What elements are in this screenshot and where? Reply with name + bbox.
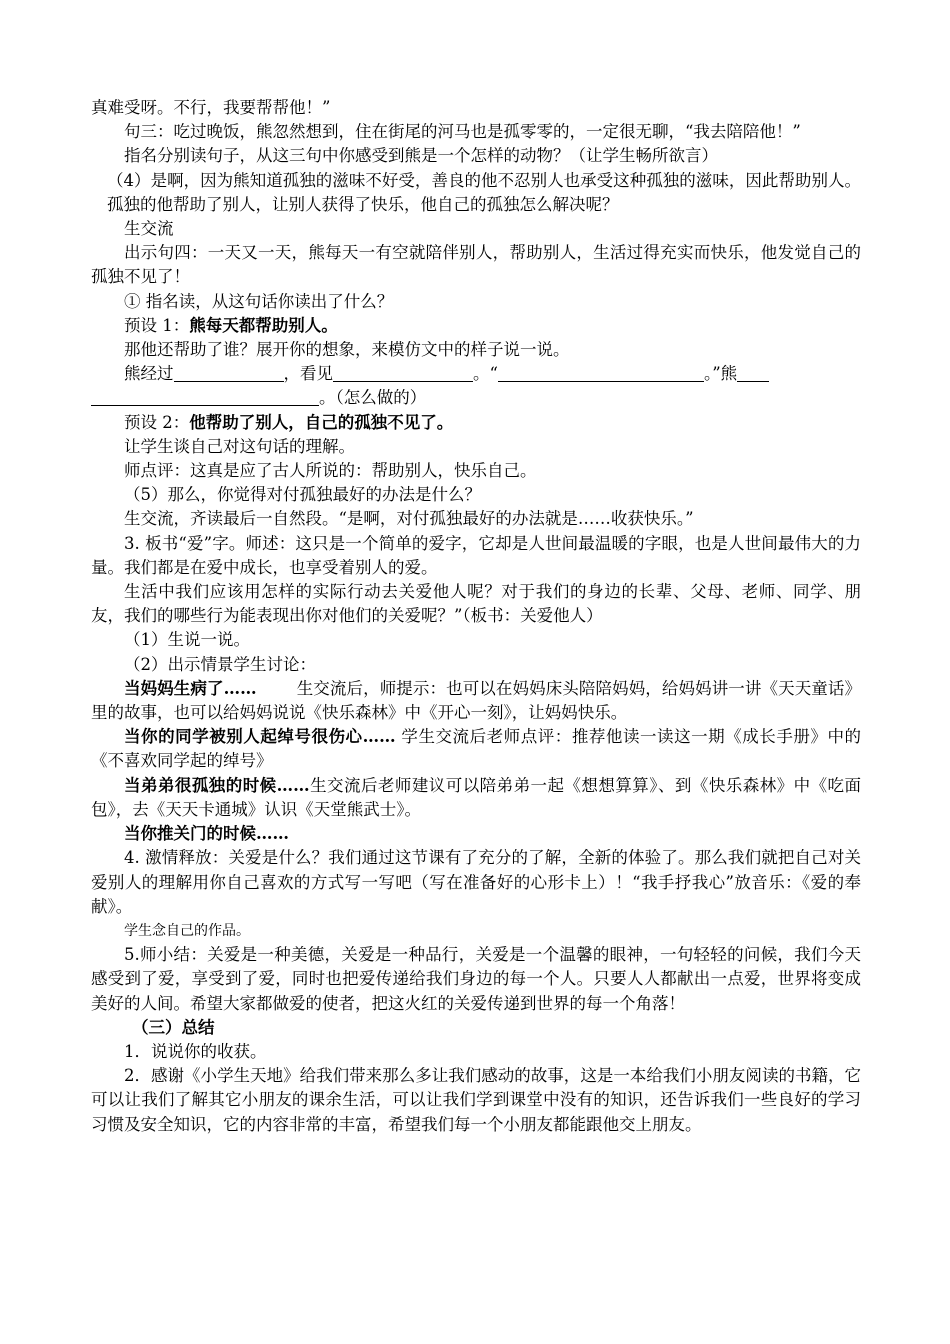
paragraph: 5.师小结：关爱是一种美德，关爱是一种品行，关爱是一个温馨的眼神，一句轻轻的问候，我们今天感受到了爱，享受到了爱，同时也把爱传递给我们身边的每一个人。只要人人都献出一点爱，世界将变成美好的人间。希望大家都做爱的使者，把这火红的关爱传递到世界的每一个角落！ <box>91 945 861 1013</box>
paragraph: 句三：吃过晚饭，熊忽然想到，住在街尾的河马也是孤零零的，一定很无聊，“我去陪陪他！” <box>124 122 801 142</box>
scenario-paragraph <box>91 774 861 822</box>
paragraph: 让学生谈自己对这句话的理解。 <box>124 436 355 456</box>
paragraph: 那他还帮助了谁？展开你的想象，来模仿文中的样子说一说。 <box>124 340 570 360</box>
paragraph <box>91 314 861 338</box>
paragraph: 学生念自己的作品。 <box>124 922 250 939</box>
bold-text: 熊每天都帮助别人。 <box>189 315 338 335</box>
paragraph: 1．说说你的收获。 <box>124 1041 267 1061</box>
scenario-title: 当你的同学被别人起绰号很伤心…… <box>124 727 396 747</box>
fill-blank-line <box>91 386 861 410</box>
text: 熊经过 <box>124 364 174 384</box>
section-heading: （三）总结 <box>132 1017 215 1037</box>
scenario-text: 学生交流后老师点评：推荐他读一读这一期《成长手册》中的《不喜欢同学起的绰号》 <box>91 727 862 771</box>
paragraph: 出示句四：一天又一天，熊每天一有空就陪伴别人，帮助别人，生活过得充实而快乐，他发觉自己的孤独不见了！ <box>91 243 861 287</box>
blank-field <box>737 363 769 382</box>
scenario-paragraph <box>91 677 861 725</box>
paragraph <box>91 411 861 435</box>
paragraph: 2．感谢《小学生天地》给我们带来那么多让我们感动的故事，这是一本给我们小朋友阅读的书籍，它可以让我们了解其它小朋友的课余生活，可以让我们学到课堂中没有的知识，还告诉我们一些良好的学习习惯及安全知识，它的内容非常的丰富，希望我们每一个小朋友都能跟他交上朋友。 <box>91 1066 861 1134</box>
text: ，看见 <box>283 364 333 384</box>
paragraph: ① 指名读，从这句话你读出了什么？ <box>124 291 394 311</box>
text: 。”熊 <box>703 364 738 384</box>
preset-label: 预设 1： <box>124 315 190 335</box>
paragraph: （5）那么，你觉得对付孤独最好的办法是什么？ <box>124 485 481 505</box>
paragraph: 生交流，齐读最后一自然段。“是啊，对付孤独最好的办法就是……收获快乐。” <box>124 509 694 529</box>
blank-field <box>174 363 284 382</box>
fill-blank-line <box>91 362 861 386</box>
bold-text: 他帮助了别人，自己的孤独不见了。 <box>189 412 454 432</box>
scenario-title: 当弟弟很孤独的时候…… <box>124 775 310 795</box>
document-page <box>91 96 861 1137</box>
paragraph: 指名分别读句子，从这三句中你感受到熊是一个怎样的动物？（让学生畅所欲言） <box>124 146 718 166</box>
paragraph: 生交流 <box>124 219 174 239</box>
paragraph: 真难受呀。不行，我要帮帮他！” <box>91 98 331 117</box>
scenario-text: 生交流后老师建议可以陪弟弟一起《想想算算》、到《快乐森林》中《吃面包》，去《天天卡通城》认识《天堂熊武士》。 <box>91 775 862 819</box>
paragraph: 师点评：这真是应了古人所说的：帮助别人，快乐自己。 <box>124 461 537 481</box>
paragraph: （1）生说一说。 <box>124 630 250 650</box>
blank-field <box>498 363 704 382</box>
scenario-title: 当你推关门的时候…… <box>124 824 289 844</box>
paragraph: 生活中我们应该用怎样的实际行动去关爱他人呢？对于我们的身边的长辈、父母、老师、同学、朋友，我们的哪些行为能表现出你对他们的关爱呢？”（板书：关爱他人） <box>91 582 861 626</box>
blank-field <box>333 363 473 382</box>
text: 。“ <box>473 364 498 384</box>
paragraph: （4）是啊，因为熊知道孤独的滋味不好受，善良的他不忍别人也承受这种孤独的滋味，因此帮助别人。孤独的他帮助了别人，让别人获得了快乐，他自己的孤独怎么解决呢？ <box>107 170 861 214</box>
blank-field <box>91 387 319 406</box>
preset-label: 预设 2： <box>124 412 190 432</box>
scenario-paragraph <box>91 725 861 773</box>
text: 。（怎么做的） <box>319 388 427 408</box>
paragraph: 4. 激情释放：关爱是什么？我们通过这节课有了充分的了解，全新的体验了。那么我们就把自己对关爱别人的理解用你自己喜欢的方式写一写吧（写在准备好的心形卡上）！“我手抒我心”放音乐：《爱的奉献》。 <box>91 848 861 916</box>
paragraph: 3. 板书“爱”字。师述：这只是一个简单的爱字，它却是人世间最温暖的字眼，也是人世间最伟大的力量。我们都是在爱中成长，也享受着别人的爱。 <box>91 533 861 577</box>
paragraph: （2）出示情景学生讨论： <box>124 654 316 674</box>
scenario-text: 生交流后，师提示：也可以在妈妈床头陪陪妈妈，给妈妈讲一讲《天天童话》里的故事，也可以给妈妈说说《快乐森林》中《开心一刻》，让妈妈快乐。 <box>91 678 862 723</box>
scenario-title: 当妈妈生病了…… <box>124 678 257 698</box>
